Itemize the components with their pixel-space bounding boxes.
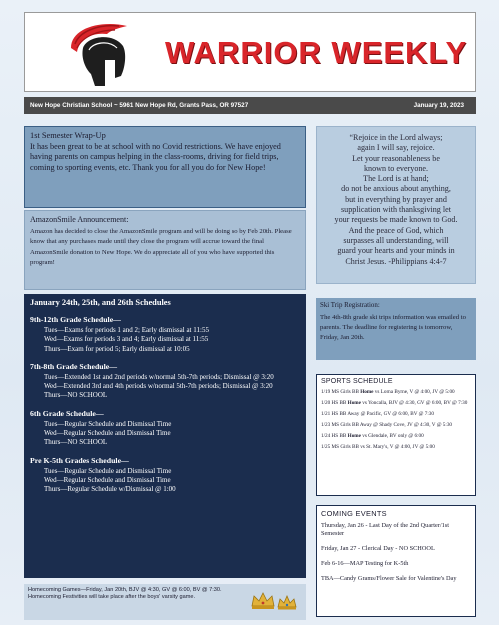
verse-line: again I will say, rejoice.: [357, 143, 435, 153]
verse-line: “Rejoice in the Lord always;: [349, 133, 443, 142]
amazonsmile-section: [24, 210, 306, 290]
verse-line: known to everyone.: [363, 163, 429, 173]
schedule-group-6: [30, 409, 300, 448]
game-entry: 1/23 MS Girls BB Away @ Shady Cove, JV @ 4:30, V @ 5:30: [321, 421, 453, 428]
section-heading: AmazonSmile Announcement:: [30, 215, 129, 224]
masthead: [24, 12, 476, 92]
verse-line: do not be anxious about anything,: [341, 184, 451, 194]
schedule-line: Tues—Regular Schedule and Dismissal Time: [44, 466, 172, 475]
game-entry: 1/25 MS Girls BB vs St. Mary's, V @ 4:00, JV @ 5:00: [321, 443, 435, 450]
schedule-line: Tues—Exams for periods 1 and 2; Early dismissal at 11:55: [44, 326, 209, 334]
schedule-group-prek-5: [30, 456, 300, 495]
verse-line: supplication with thanksgiving let: [341, 205, 451, 215]
game-entry: 1/24 HS BB Home vs Glendale, BV only @ 6:00: [321, 432, 424, 439]
verse-line: Christ Jesus. -Philippians 4:4-7: [345, 256, 447, 266]
schedule-line: Wed—Exams for periods 3 and 4; Early dismissal at 11:55: [44, 335, 209, 344]
scripture-verse: [316, 126, 476, 284]
section-body: Amazon has decided to close the AmazonSmile program and will be doing so by Feb 20th. Please know that any purchases made until they close the program will accrue toward the final AmazonSmile donation to New Hope. We do appreciate all of you who have supported this program!: [30, 228, 292, 266]
section-body: The 4th-8th grade ski trips information was emailed to parents. The deadline for registering is tomorrow, Friday, Jan 20th.: [320, 314, 466, 341]
exam-schedules-section: [24, 294, 306, 578]
schedule-group-title: Pre K-5th Grades Schedule—: [30, 455, 129, 465]
schedule-group-9-12: [30, 315, 300, 354]
school-address: New Hope Christian School ~ 5961 New Hope Rd, Grants Pass, OR 97527: [30, 102, 249, 109]
info-bar: [24, 97, 476, 114]
schedule-group-title: 7th-8th Grade Schedule—: [30, 361, 118, 371]
verse-line: your requests be made known to God.: [334, 215, 458, 225]
schedule-line: Wed—Regular Schedule and Dismissal Time: [44, 429, 171, 438]
coming-events-section: [316, 505, 476, 617]
verse-line: Let your reasonableness be: [352, 153, 440, 163]
game-entry: 1/20 HS BB Home vs Yoncalla, BJV @ 4:30, GV @ 6:00, BV @ 7:30: [321, 399, 468, 406]
schedule-line: Thurs—NO SCHOOL: [44, 438, 108, 447]
game-entry: 1/21 HS BB Away @ Pacific, GV @ 6:00, BV @ 7:30: [321, 410, 434, 417]
schedule-group-title: 6th Grade Schedule—: [30, 408, 104, 418]
schedule-line: Thurs—NO SCHOOL: [44, 391, 108, 400]
ski-trip-section: [316, 298, 476, 360]
verse-line: surpasses all understanding, will: [343, 235, 449, 245]
semester-wrapup-section: [24, 126, 306, 208]
schedule-group-title: 9th-12th Grade Schedule—: [30, 315, 121, 324]
section-heading: 1st Semester Wrap-Up: [30, 131, 106, 140]
schedule-line: Wed—Extended 3rd and 4th periods w/normal 5th-7th periods; Dismissal @ 3:20: [44, 382, 273, 391]
event-item: Friday, Jan 27 - Clerical Day - NO SCHOOL: [321, 545, 435, 552]
crowns-icon: [250, 590, 300, 612]
schedule-line: Thurs—Exam for period 5; Early dismissal at 10:05: [44, 344, 190, 353]
section-heading: COMING EVENTS: [321, 509, 387, 518]
verse-line: but in everything by prayer and: [345, 194, 447, 204]
verse-line: guard your hearts and your minds in: [337, 246, 455, 256]
schedule-line: Tues—Regular Schedule and Dismissal Time: [44, 419, 172, 428]
section-heading: SPORTS SCHEDULE: [321, 378, 393, 385]
sports-schedule-section: [316, 374, 476, 496]
newsletter-title: WARRIOR WEEKLY: [165, 35, 468, 70]
verse-line: The Lord is at hand;: [363, 174, 429, 184]
event-item: Thursday, Jan 26 - Last Day of the 2nd Quarter/1st Semester: [321, 522, 449, 537]
section-heading: January 24th, 25th, and 26th Schedules: [30, 298, 171, 307]
schedule-line: Wed—Regular Schedule and Dismissal Time: [44, 475, 171, 484]
game-entry: 1/19 MS Girls BB Home vs Lorna Byrne, V @ 4:00, JV @ 5:00: [321, 389, 455, 395]
homecoming-notice: [24, 584, 306, 620]
verse-line: And the peace of God, which: [348, 225, 444, 235]
section-heading: Ski Trip Registration:: [320, 302, 380, 309]
schedule-group-7-8: [30, 362, 300, 401]
issue-date: January 19, 2023: [413, 102, 464, 109]
event-item: Feb 6-16—MAP Testing for K-5th: [321, 560, 409, 567]
schedule-line: Thurs—Regular Schedule w/Dismissal @ 1:00: [44, 485, 176, 494]
spartan-helmet-logo-icon: [61, 18, 141, 90]
schedule-line: Tues—Extended 1st and 2nd periods w/normal 5th-7th periods; Dismissal @ 3:20: [44, 372, 274, 381]
event-item: TBA—Candy Grams/Flower Sale for Valentine's Day: [321, 575, 457, 582]
homecoming-text: Homecoming Games—Friday, Jan 20th, BJV @ 4:30, GV @ 6:00, BV @ 7:30. Homecoming Festivities will take place after the boys' varsity game.: [28, 587, 222, 601]
section-body: It has been great to be at school with no Covid restrictions. We have enjoyed having parents on campus helping in the class-rooms, driving for field trips, coming to sporting events, etc. Thank you for all you do for New Hope!: [30, 142, 281, 172]
